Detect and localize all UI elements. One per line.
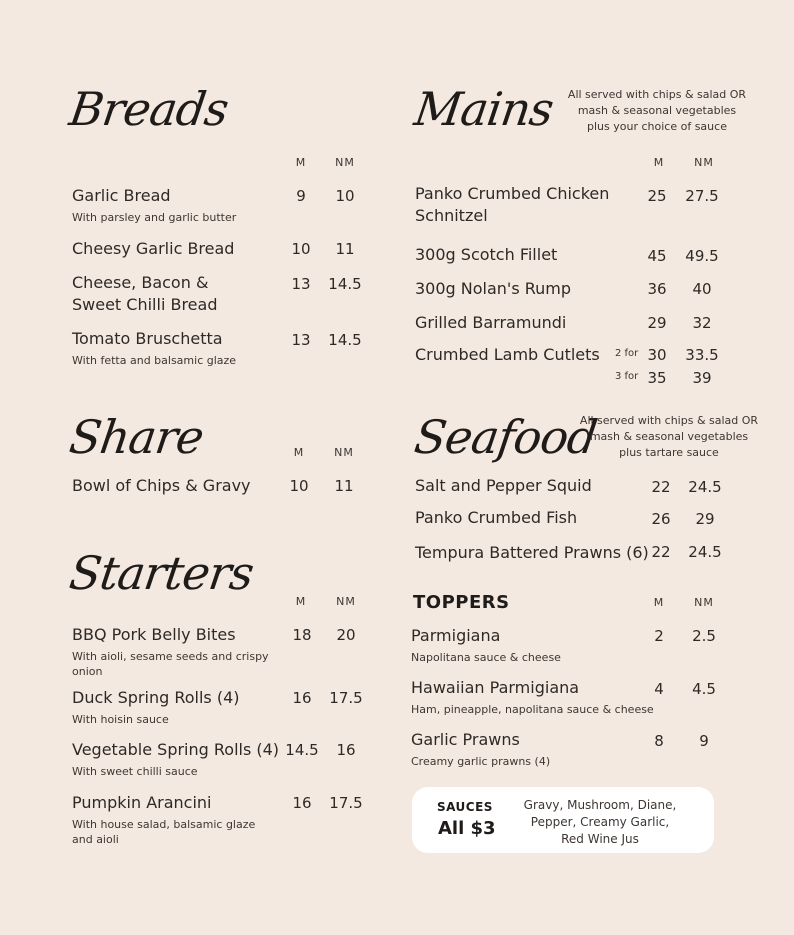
- price-nm: 49.5: [685, 247, 719, 265]
- price-nm: 14.5: [328, 331, 362, 349]
- seafood-note-line: plus tartare sauce: [619, 446, 719, 459]
- menu-item-desc: Ham, pineapple, napolitana sauce & cheese: [411, 703, 654, 716]
- seafood-note-line: mash & seasonal vegetables: [589, 430, 749, 443]
- breads-col-m: M: [295, 156, 307, 169]
- menu-item-name: BBQ Pork Belly Bites: [72, 625, 236, 644]
- share-col-nm: NM: [334, 446, 354, 459]
- price-m: 16: [292, 689, 312, 707]
- menu-item-name: Cheesy Garlic Bread: [72, 239, 235, 258]
- breads-heading: Breads: [66, 82, 232, 136]
- menu-item-name: Panko Crumbed Chicken: [415, 184, 610, 203]
- price-m: 14.5: [285, 741, 319, 759]
- menu-item-name: Tomato Bruschetta: [72, 329, 223, 348]
- price-nm: 2.5: [692, 627, 716, 645]
- price-m: 10: [291, 240, 311, 258]
- menu-item-name: Tempura Battered Prawns (6): [415, 543, 649, 562]
- share-col-m: M: [293, 446, 305, 459]
- menu-item-name: Pumpkin Arancini: [72, 793, 212, 812]
- price-nm: 4.5: [692, 680, 716, 698]
- sauces-list-line: Red Wine Jus: [561, 832, 639, 846]
- menu-item-desc: With hoisin sauce: [72, 713, 169, 726]
- toppers-heading: TOPPERS: [413, 592, 510, 613]
- menu-item-name: Salt and Pepper Squid: [415, 476, 592, 495]
- mains-heading: Mains: [411, 82, 557, 136]
- price-m: 36: [647, 280, 667, 298]
- sauces-list-line: Gravy, Mushroom, Diane,: [523, 798, 677, 812]
- mains-note-line: plus your choice of sauce: [587, 120, 727, 133]
- seafood-heading: Seafood: [411, 410, 600, 464]
- toppers-col-nm: NM: [694, 596, 714, 609]
- quantity-label: 2 for: [615, 348, 639, 359]
- price-nm: 24.5: [688, 543, 722, 561]
- price-nm: 9: [699, 732, 709, 750]
- menu-item-name: Grilled Barramundi: [415, 313, 567, 332]
- menu-item-name: Cheese, Bacon &: [72, 273, 209, 292]
- menu-item-name: Parmigiana: [411, 626, 501, 645]
- menu-item-desc: With sweet chilli sauce: [72, 765, 198, 778]
- sauces-label: SAUCES: [437, 800, 493, 814]
- mains-col-m: M: [653, 156, 665, 169]
- menu-item-desc: and aioli: [72, 833, 119, 846]
- menu-item-desc: onion: [72, 665, 103, 678]
- price-m: 13: [291, 331, 311, 349]
- price-nm: 33.5: [685, 346, 719, 364]
- price-m: 18: [292, 626, 312, 644]
- price-m: 9: [296, 187, 306, 205]
- price-nm: 27.5: [685, 187, 719, 205]
- share-heading: Share: [66, 410, 207, 464]
- price-nm: 11: [334, 477, 354, 495]
- sauces-list: [512, 797, 688, 848]
- price-m: 13: [291, 275, 311, 293]
- toppers-col-m: M: [653, 596, 665, 609]
- price-m: 35: [647, 369, 667, 387]
- price-nm: 17.5: [329, 689, 363, 707]
- mains-note-line: mash & seasonal vegetables: [577, 104, 737, 117]
- seafood-note: [574, 413, 764, 461]
- sauces-price: All $3: [438, 818, 496, 839]
- menu-item-desc: With house salad, balsamic glaze: [72, 818, 256, 831]
- menu-item-name: Duck Spring Rolls (4): [72, 688, 240, 707]
- price-m: 2: [654, 627, 664, 645]
- starters-heading: Starters: [66, 546, 257, 600]
- mains-col-nm: NM: [694, 156, 714, 169]
- price-nm: 14.5: [328, 275, 362, 293]
- breads-col-nm: NM: [335, 156, 355, 169]
- menu-item-name: Panko Crumbed Fish: [415, 508, 578, 527]
- price-nm: 39: [692, 369, 712, 387]
- price-m: 30: [647, 346, 667, 364]
- mains-note-line: All served with chips & salad OR: [567, 88, 747, 101]
- menu-item-name: Vegetable Spring Rolls (4): [72, 740, 280, 759]
- price-m: 29: [647, 314, 667, 332]
- menu-item-name: 300g Scotch Fillet: [415, 245, 558, 264]
- price-m: 22: [651, 478, 671, 496]
- menu-item-name: Garlic Bread: [72, 186, 171, 205]
- menu-item-name: Garlic Prawns: [411, 730, 520, 749]
- menu-item-name: 300g Nolan's Rump: [415, 279, 572, 298]
- menu-item-name: Bowl of Chips & Gravy: [72, 476, 251, 495]
- price-nm: 17.5: [329, 794, 363, 812]
- starters-col-nm: NM: [336, 595, 356, 608]
- menu-item-name: Crumbed Lamb Cutlets: [415, 345, 600, 364]
- price-nm: 40: [692, 280, 712, 298]
- mains-note: [562, 87, 752, 135]
- price-m: 4: [654, 680, 664, 698]
- menu-item-name: Hawaiian Parmigiana: [411, 678, 580, 697]
- price-nm: 32: [692, 314, 712, 332]
- price-m: 25: [647, 187, 667, 205]
- seafood-note-line: All served with chips & salad OR: [579, 414, 759, 427]
- price-m: 16: [292, 794, 312, 812]
- price-m: 26: [651, 510, 671, 528]
- price-nm: 10: [335, 187, 355, 205]
- menu-item-name: Schnitzel: [415, 206, 488, 225]
- price-nm: 24.5: [688, 478, 722, 496]
- price-nm: 20: [336, 626, 356, 644]
- price-m: 10: [289, 477, 309, 495]
- menu-item-desc: With aioli, sesame seeds and crispy: [72, 650, 269, 663]
- sauces-list-line: Pepper, Creamy Garlic,: [530, 815, 670, 829]
- menu-item-desc: With fetta and balsamic glaze: [72, 354, 237, 367]
- price-m: 22: [651, 543, 671, 561]
- price-nm: 16: [336, 741, 356, 759]
- price-nm: 11: [335, 240, 355, 258]
- menu-item-desc: With parsley and garlic butter: [72, 211, 237, 224]
- quantity-label: 3 for: [615, 371, 639, 382]
- menu-item-name: Sweet Chilli Bread: [72, 295, 218, 314]
- starters-col-m: M: [295, 595, 307, 608]
- price-nm: 29: [695, 510, 715, 528]
- price-m: 45: [647, 247, 667, 265]
- menu-item-desc: Creamy garlic prawns (4): [411, 755, 551, 768]
- price-m: 8: [654, 732, 664, 750]
- menu-item-desc: Napolitana sauce & cheese: [411, 651, 561, 664]
